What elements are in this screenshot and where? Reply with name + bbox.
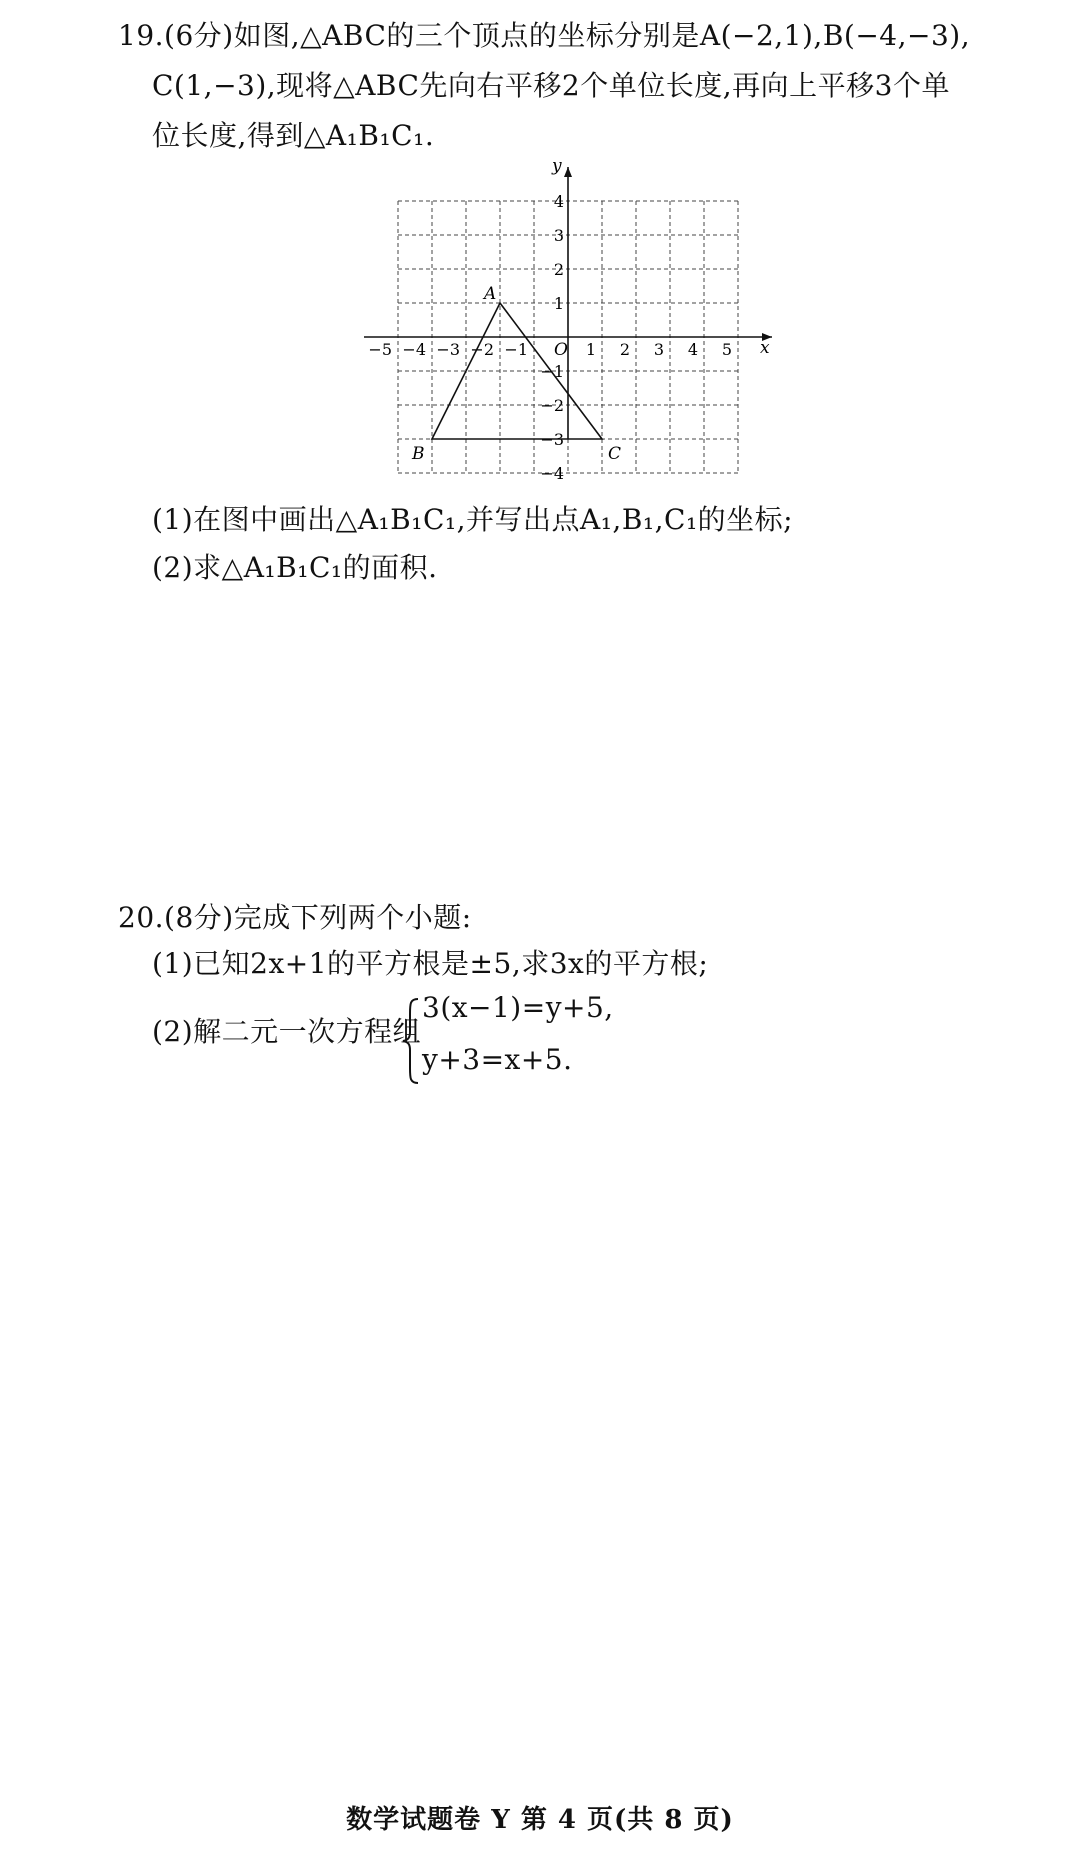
origin-label: O: [554, 340, 568, 360]
y-axis-arrow: [564, 167, 572, 177]
x-tick-label: −4: [402, 340, 426, 359]
q19-line-3: 位长度,得到△A₁B₁C₁.: [152, 119, 435, 152]
x-tick-label: −3: [436, 340, 460, 359]
y-tick-label: 4: [553, 192, 564, 211]
x-tick-label: 2: [619, 340, 630, 359]
x-tick-label: 4: [687, 340, 698, 359]
y-axis-label: y: [552, 156, 562, 176]
y-tick-label: 3: [553, 226, 564, 245]
q20-part-2-prefix: (2)解二元一次方程组: [152, 1015, 422, 1048]
page-footer: 数学试题卷 Y 第 4 页(共 8 页): [346, 1805, 734, 1835]
equation-1: 3(x−1)=y+5,: [422, 991, 614, 1024]
axes: [364, 167, 772, 439]
x-tick-label: −2: [470, 340, 494, 359]
y-tick-label: −3: [540, 430, 564, 449]
y-tick-label: −1: [540, 362, 564, 381]
q19-part-2: (2)求△A₁B₁C₁的面积.: [152, 551, 438, 584]
x-tick-label: 1: [585, 340, 596, 359]
x-tick-label: −5: [368, 340, 392, 359]
point-label-b: B: [412, 444, 425, 464]
equation-2: y+3=x+5.: [422, 1043, 573, 1076]
q19-line-1: 19.(6分)如图,△ABC的三个顶点的坐标分别是A(−2,1),B(−4,−3),: [118, 19, 971, 52]
q20-part-1: (1)已知2x+1的平方根是±5,求3x的平方根;: [152, 947, 709, 980]
equation-system-brace: [400, 996, 422, 1086]
x-tick-label: 3: [653, 340, 664, 359]
x-tick-label: 5: [721, 340, 732, 359]
q19-line-2: C(1,−3),现将△ABC先向右平移2个单位长度,再向上平移3个单: [152, 69, 950, 102]
point-label-c: C: [608, 444, 622, 464]
q19-part-1: (1)在图中画出△A₁B₁C₁,并写出点A₁,B₁,C₁的坐标;: [152, 503, 794, 536]
y-tick-label: 1: [553, 294, 564, 313]
x-axis-label: x: [760, 338, 770, 358]
y-tick-label: −4: [540, 464, 564, 483]
coordinate-figure: [368, 156, 770, 502]
y-tick-label: 2: [553, 260, 564, 279]
y-tick-label: −2: [540, 396, 564, 415]
point-label-a: A: [484, 284, 497, 304]
q20-line-1: 20.(8分)完成下列两个小题:: [118, 901, 472, 934]
x-tick-label: −1: [504, 340, 528, 359]
